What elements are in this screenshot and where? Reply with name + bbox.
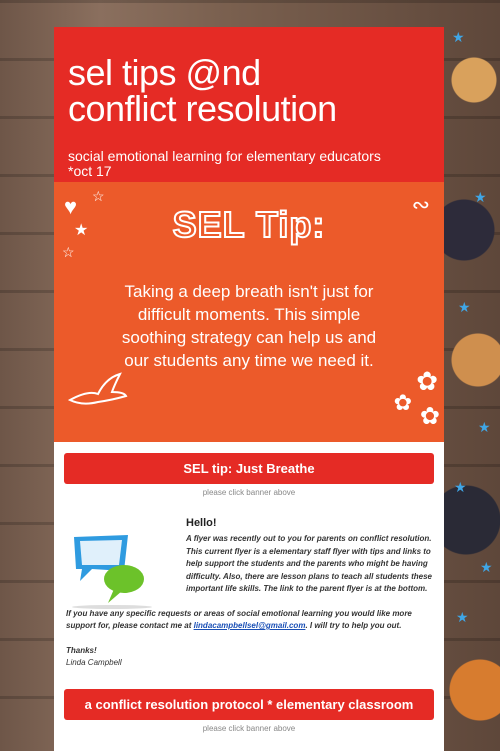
title-line-2: conflict resolution — [68, 88, 337, 129]
title-line-1: sel tips @nd — [68, 52, 261, 93]
conflict-resolution-button[interactable]: a conflict resolution protocol * elementary classroom — [64, 689, 434, 720]
header — [54, 27, 444, 182]
subtitle-line-2: *oct 17 — [68, 163, 112, 179]
wood-background-left — [0, 0, 54, 751]
star-icon: ☆ — [92, 188, 105, 204]
dove-icon — [68, 370, 128, 410]
star-icon: ☆ — [62, 244, 75, 260]
speech-bubbles-icon — [66, 531, 156, 611]
signature: Linda Campbell — [66, 658, 122, 667]
paragraph-1: A flyer was recently out to you for parents on conflict resolution. This current flyer is a elementary staff flyer with tips and links to help support the students and the parents who might be having difficulty. Also, there are lesson plans to teach all students these important life skills. The link to the parent flyer is at the bottom. — [186, 534, 432, 593]
flower-icon: ✿ — [416, 366, 438, 396]
flower-icon: ✿ — [419, 403, 440, 430]
subtitle-line-1: social emotional learning for elementary educators — [68, 148, 381, 164]
star-icon: ★ — [480, 559, 493, 575]
greeting: Hello! — [186, 517, 217, 529]
banner-text: Taking a deep breath isn't just for difficult moments. This simple soothing strategy can help us and our students any time we need it. — [121, 282, 377, 370]
star-icon: ★ — [458, 299, 471, 315]
star-icon: ★ — [478, 419, 491, 435]
button1-caption: please click banner above — [202, 488, 296, 497]
button2-caption: please click banner above — [202, 723, 296, 733]
button2-wrap — [54, 689, 444, 733]
star-icon: ★ — [452, 29, 465, 45]
paragraph-2-text: If you have any specific requests or areas of social emotional learning you would like more support for, please contact me at — [66, 608, 412, 630]
message-section — [54, 517, 444, 670]
page-subtitle — [68, 149, 430, 179]
sel-tip-banner[interactable] — [54, 182, 444, 442]
sel-tip-button[interactable]: SEL tip: Just Breathe — [64, 453, 434, 484]
star-icon: ★ — [74, 222, 89, 239]
paragraph-2-end: . I will try to help you out. — [305, 621, 402, 630]
swirl-icon: ∾ — [411, 192, 430, 217]
star-icon: ★ — [474, 189, 487, 205]
cookie-decoration — [444, 0, 500, 751]
email-link[interactable]: lindacampbellsel@gmail.com — [193, 621, 306, 630]
star-icon: ★ — [456, 609, 469, 625]
flower-icon: ✿ — [393, 390, 412, 415]
paragraph-2 — [66, 608, 432, 633]
heart-icon: ♥ — [64, 194, 78, 219]
star-icon: ★ — [454, 479, 467, 495]
newsletter-card — [54, 27, 444, 751]
banner-heading: SEL Tip: — [172, 204, 326, 245]
thanks: Thanks! — [66, 645, 97, 655]
page-title — [68, 52, 430, 129]
button1-wrap — [54, 442, 444, 497]
